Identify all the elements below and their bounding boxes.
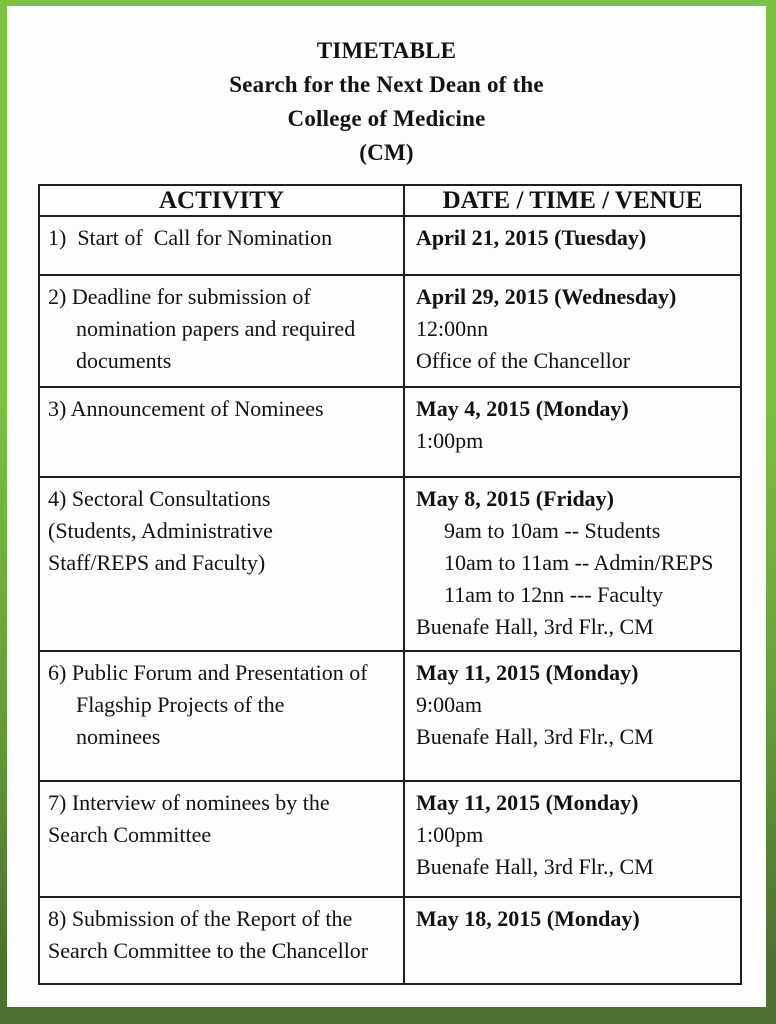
details-cell <box>404 275 741 387</box>
text-line: 6) Public Forum and Presentation of <box>48 660 368 685</box>
activity-cell <box>39 387 404 477</box>
column-header-activity: ACTIVITY <box>39 185 404 216</box>
text-line: documents <box>76 348 172 373</box>
text-line: 9:00am <box>416 692 483 717</box>
table-row <box>39 216 741 275</box>
text-line: Search Committee to the Chancellor <box>48 938 369 963</box>
title-line: Search for the Next Dean of the <box>229 72 544 97</box>
table-row <box>39 781 741 897</box>
text-line: Flagship Projects of the <box>76 692 285 717</box>
document-page <box>7 6 766 1007</box>
title-line: TIMETABLE <box>316 38 457 63</box>
text-line: Staff/REPS and Faculty) <box>48 550 266 575</box>
text-line: 8) Submission of the Report of the <box>48 906 353 931</box>
text-line: May 18, 2015 (Monday) <box>416 906 640 931</box>
details-cell <box>404 897 741 984</box>
text-line: May 11, 2015 (Monday) <box>416 790 639 815</box>
table-row <box>39 275 741 387</box>
activity-cell <box>39 216 404 275</box>
title-line: (CM) <box>359 140 414 165</box>
text-line: Search Committee <box>48 822 212 847</box>
text-line: (Students, Administrative <box>48 518 273 543</box>
text-line: April 21, 2015 (Tuesday) <box>416 225 647 250</box>
text-line: 7) Interview of nominees by the <box>48 790 330 815</box>
timetable <box>38 184 742 985</box>
table-header-row <box>39 185 741 216</box>
text-line: nominees <box>76 724 161 749</box>
text-line: Buenafe Hall, 3rd Flr., CM <box>416 724 654 749</box>
text-line: Buenafe Hall, 3rd Flr., CM <box>416 854 654 879</box>
text-line: 12:00nn <box>416 316 489 341</box>
text-line: 1:00pm <box>416 822 484 847</box>
table-row <box>39 897 741 984</box>
document-title <box>7 34 766 170</box>
details-cell <box>404 216 741 275</box>
details-cell <box>404 477 741 651</box>
table-row <box>39 477 741 651</box>
text-line: 3) Announcement of Nominees <box>48 396 324 421</box>
text-line: Office of the Chancellor <box>416 348 631 373</box>
text-line: May 4, 2015 (Monday) <box>416 396 629 421</box>
activity-cell <box>39 897 404 984</box>
activity-cell <box>39 651 404 781</box>
text-line: Buenafe Hall, 3rd Flr., CM <box>416 614 654 639</box>
details-cell <box>404 387 741 477</box>
text-line: April 29, 2015 (Wednesday) <box>416 284 677 309</box>
activity-cell <box>39 781 404 897</box>
text-line: 4) Sectoral Consultations <box>48 486 271 511</box>
text-line: May 11, 2015 (Monday) <box>416 660 639 685</box>
details-cell <box>404 781 741 897</box>
activity-cell <box>39 477 404 651</box>
table-row <box>39 651 741 781</box>
text-line: 2) Deadline for submission of <box>48 284 311 309</box>
title-line: College of Medicine <box>287 106 486 131</box>
column-header-date-time-venue: DATE / TIME / VENUE <box>404 185 741 216</box>
text-line: 9am to 10am -- Students <box>444 518 661 543</box>
activity-cell <box>39 275 404 387</box>
text-line: May 8, 2015 (Friday) <box>416 486 614 511</box>
details-cell <box>404 651 741 781</box>
text-line: 10am to 11am -- Admin/REPS <box>444 550 714 575</box>
table-row <box>39 387 741 477</box>
text-line: 11am to 12nn --- Faculty <box>444 582 664 607</box>
timetable-body <box>39 216 741 984</box>
text-line: 1:00pm <box>416 428 484 453</box>
text-line: nomination papers and required <box>76 316 356 341</box>
text-line: 1) Start of Call for Nomination <box>48 225 333 250</box>
